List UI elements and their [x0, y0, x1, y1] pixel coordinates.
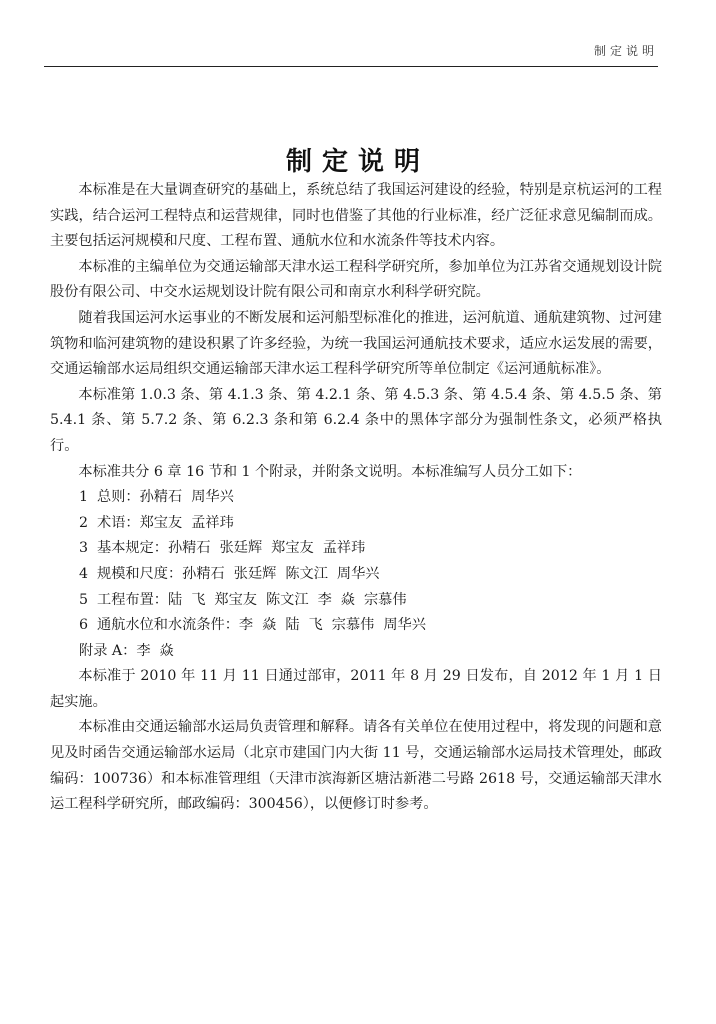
- paragraph-editors: 本标准的主编单位为交通运输部天津水运工程科学研究所，参加单位为江苏省交通规划设计院股份有限公司、中交水运规划设计院有限公司和南京水利科学研究院。: [50, 258, 662, 301]
- document-body: [50, 178, 662, 818]
- author-list-item: 6 通航水位和水流条件：李 焱 陆 飞 宗慕伟 周华兴: [79, 617, 426, 634]
- author-list-item: 附录 A：李 焱: [79, 642, 174, 659]
- paragraph-intro: 本标准是在大量调查研究的基础上，系统总结了我国运河建设的经验，特别是京杭运河的工程实践，结合运河工程特点和运营规律，同时也借鉴了其他的行业标准，经广泛征求意见编制而成。主要包括运河规模和尺度、工程布置、通航水位和水流条件等技术内容。: [50, 182, 662, 250]
- author-list-item: 4 规模和尺度：孙精石 张廷辉 陈文江 周华兴: [79, 565, 380, 582]
- paragraph-mandatory-clauses: 本标准第 1.0.3 条、第 4.1.3 条、第 4.2.1 条、第 4.5.3 条、第 4.5.4 条、第 4.5.5 条、第 5.4.1 条、第 5.7.2 条、第 6.2.3 条和第 6.2.4 条中的黑体字部分为强制性条文，必须严格执行。: [50, 386, 662, 454]
- header-rule: [44, 66, 658, 67]
- paragraph-effective-date: 本标准于 2010 年 11 月 11 日通过部审，2011 年 8 月 29 日发布，自 2012 年 1 月 1 日起实施。: [50, 668, 662, 710]
- author-list-item: 1 总则：孙精石 周华兴: [79, 489, 234, 506]
- author-list-item: 3 基本规定：孙精石 张廷辉 郑宝友 孟祥玮: [79, 540, 366, 557]
- paragraph-background: 随着我国运河水运事业的不断发展和运河船型标准化的推进，运河航道、通航建筑物、过河建筑物和临河建筑物的建设积累了许多经验，为统一我国运河通航技术要求，适应水运发展的需要，交通运输部水运局组织交通运输部天津水运工程科学研究所等单位制定《运河通航标准》。: [50, 309, 662, 378]
- page-title: 制定说明: [285, 147, 430, 178]
- author-list-item: 5 工程布置：陆 飞 郑宝友 陈文江 李 焱 宗慕伟: [79, 591, 407, 608]
- author-list-item: 2 术语：郑宝友 孟祥玮: [79, 514, 234, 531]
- paragraph-structure: 本标准共分 6 章 16 节和 1 个附录，并附条文说明。本标准编写人员分工如下：: [78, 463, 582, 480]
- paragraph-contact: 本标准由交通运输部水运局负责管理和解释。请各有关单位在使用过程中，将发现的问题和意见及时函告交通运输部水运局（北京市建国门内大街 11 号，交通运输部水运局技术管理处，邮政编码：100736）和本标准管理组（天津市滨海新区塘沽新港二号路 2618 号，交通运输部天津水运工程科学研究所，邮政编码：300456），以便修订时参考。: [50, 719, 662, 813]
- running-header: 制定说明: [593, 44, 658, 58]
